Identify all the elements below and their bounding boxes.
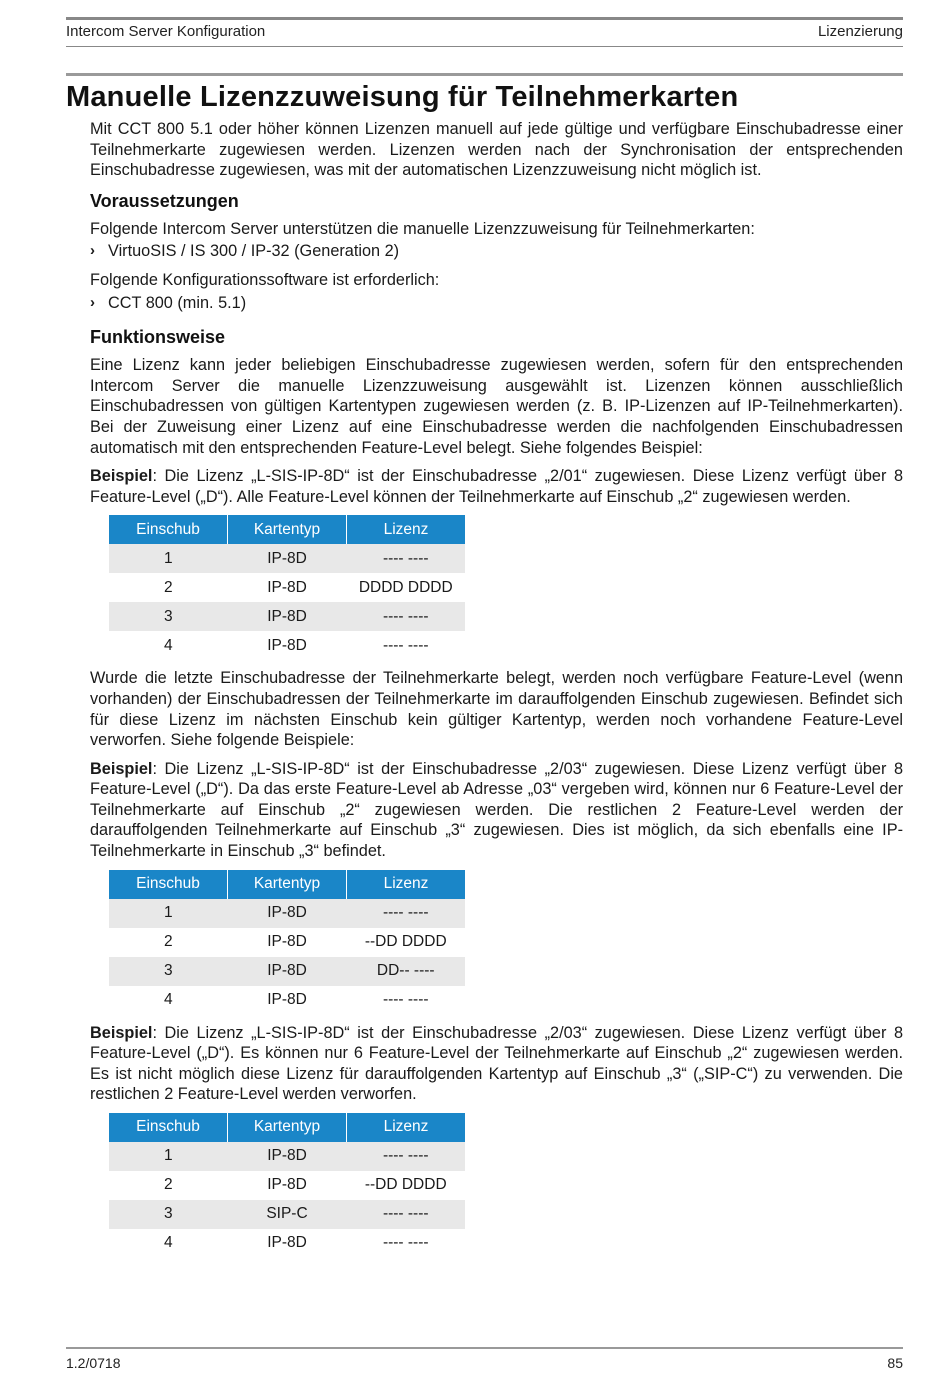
software-item-label: CCT 800 (min. 5.1) (108, 293, 247, 312)
cell-license: --DD DDDD (364, 932, 447, 950)
cell-license: ---- ---- (347, 602, 466, 631)
table-header-row (109, 1113, 465, 1142)
cell-type: IP-8D (228, 1142, 347, 1171)
col-kartentyp: Kartentyp (228, 870, 347, 899)
requirements-heading: Voraussetzungen (90, 190, 239, 211)
servers-list-item (90, 241, 903, 262)
cell-type: IP-8D (267, 1176, 307, 1194)
example-3 (90, 1023, 903, 1105)
cell-license: ---- ---- (382, 990, 429, 1008)
servers-item-label: VirtuoSIS / IS 300 / IP-32 (Generation 2) (108, 242, 400, 261)
cell-type: IP-8D (228, 544, 347, 573)
cell-license: ---- ---- (347, 899, 466, 928)
table-row (109, 1171, 465, 1200)
cell-type: IP-8D (267, 636, 307, 654)
cell-type: IP-8D (267, 932, 307, 950)
software-text: Folgende Konfigurationssoftware ist erforderlich: (90, 270, 440, 289)
cell-slot: 3 (109, 957, 228, 986)
cell-license: ---- ---- (382, 636, 429, 654)
page-header (66, 22, 903, 47)
col-einschub: Einschub (109, 515, 228, 544)
example-label: Beispiel (90, 467, 153, 486)
cell-slot: 1 (109, 544, 228, 573)
cell-license: ---- ---- (347, 544, 466, 573)
example-3-text: : Die Lizenz „L-SIS-IP-8D“ ist der Einschubadresse „2/03“ zugewiesen. Diese Lizenz verfügt über 8 Feature-Level („D“). Es können nur 6 Feature-Level der Teilnehmerkarte auf Einschub „2“ zugewiesen werden. Es ist nicht möglich diese Lizenz für darauffolgenden Kartentyp auf Einschub „3“ („SIP-C“) zu verwenden. Die restlichen 2 Feature-Level werden verworfen. (90, 1023, 903, 1104)
cell-slot: 4 (163, 990, 173, 1008)
cell-license: ---- ---- (347, 1142, 466, 1171)
example-label: Beispiel (90, 759, 153, 778)
col-kartentyp: Kartentyp (228, 515, 347, 544)
col-einschub: Einschub (109, 870, 228, 899)
table-row (109, 544, 465, 573)
table-row (109, 1200, 465, 1229)
table-row (109, 631, 465, 660)
example-label: Beispiel (90, 1023, 153, 1042)
cell-type: IP-8D (267, 578, 307, 596)
col-lizenz: Lizenz (347, 1113, 466, 1142)
header-doc-title: Intercom Server Konfiguration (66, 23, 266, 40)
chevron-right-icon: › (90, 242, 95, 260)
cell-slot: 2 (163, 578, 173, 596)
license-table-3 (109, 1113, 465, 1258)
title-rule (66, 73, 903, 76)
col-einschub: Einschub (109, 1113, 228, 1142)
software-list-item (90, 293, 903, 314)
table-header-row (109, 515, 465, 544)
cell-license: DD-- ---- (347, 957, 466, 986)
cell-license: DDDD DDDD (358, 578, 453, 596)
cell-type: IP-8D (267, 990, 307, 1008)
page-footer (66, 1347, 903, 1373)
cell-slot: 4 (163, 636, 173, 654)
cell-slot: 4 (163, 1234, 173, 1252)
cell-license: ---- ---- (347, 1200, 466, 1229)
license-table-1 (109, 515, 465, 660)
cell-license: --DD DDDD (364, 1176, 447, 1194)
col-kartentyp: Kartentyp (228, 1113, 347, 1142)
main-content (90, 119, 903, 1266)
cell-type: IP-8D (228, 899, 347, 928)
cell-type: IP-8D (267, 1234, 307, 1252)
example-1 (90, 466, 903, 507)
table-row (109, 1229, 465, 1258)
servers-text: Folgende Intercom Server unterstützen die manuelle Lizenzzuweisung für Teilnehmerkarten: (90, 219, 755, 238)
col-lizenz: Lizenz (347, 515, 466, 544)
header-section: Lizenzierung (817, 23, 903, 40)
cell-type: IP-8D (228, 602, 347, 631)
function-heading: Funktionsweise (90, 327, 226, 348)
cell-type: IP-8D (228, 957, 347, 986)
between-paragraph: Wurde die letzte Einschubadresse der Teilnehmerkarte belegt, werden noch verfügbare Feature-Level (wenn vorhanden) der Einschubadressen der Teilnehmerkarte im darauffolgenden Einschub zugewiesen. Befindet sich für diese Lizenz im nächsten Einschub kein gültiger Kartentyp, werden noch vorhandene Feature-Level verworfen. Siehe folgende Beispiele: (90, 669, 903, 750)
cell-slot: 2 (163, 932, 173, 950)
license-table-2 (109, 870, 465, 1015)
example-2-text: : Die Lizenz „L-SIS-IP-8D“ ist der Einschubadresse „2/03“ zugewiesen. Diese Lizenz verfügt über 8 Feature-Level („D“). Da das erste Feature-Level ab Adresse „03“ vergeben wird, können nur 6 Feature-Level der Teilnehmerkarte auf Einschub „2“ zugewiesen werden. Die restlichen 2 Feature-Level werden der darauffolgenden Teilnehmerkarte auf Einschub „3“ zugewiesen. Dies ist möglich, da sich ebenfalls eine IP-Teilnehmerkarte in Einschub „3“ befindet. (90, 759, 903, 861)
table-row (109, 928, 465, 957)
page-title: Manuelle Lizenzzuweisung für Teilnehmerkarten (66, 81, 739, 113)
cell-license: ---- ---- (382, 1234, 429, 1252)
example-2 (90, 759, 903, 862)
cell-type: SIP-C (228, 1200, 347, 1229)
intro-paragraph: Mit CCT 800 5.1 oder höher können Lizenzen manuell auf jede gültige und verfügbare Einschubadresse einer Teilnehmerkarte zugewiesen werden. Lizenzen werden nach der Synchronisation der entsprechenden Einschubadresse zugewiesen, was mit der automatischen Lizenzzuweisung nicht möglich ist. (90, 120, 903, 180)
col-lizenz: Lizenz (347, 870, 466, 899)
table-row (109, 957, 465, 986)
cell-slot: 3 (109, 602, 228, 631)
table-row (109, 573, 465, 602)
table-header-row (109, 870, 465, 899)
example-1-text: : Die Lizenz „L-SIS-IP-8D“ ist der Einschubadresse „2/01“ zugewiesen. Diese Lizenz verfügt über 8 Feature-Level („D“). Alle Feature-Level können der Teilnehmerkarte auf Einschub „2“ zugewiesen werden. (90, 467, 903, 506)
cell-slot: 3 (109, 1200, 228, 1229)
table-row (109, 1142, 465, 1171)
table-row (109, 602, 465, 631)
function-paragraph: Eine Lizenz kann jeder beliebigen Einschubadresse zugewiesen werden, sofern für den entsprechenden Intercom Server die manuelle Lizenzzuweisung ausgewählt ist. Lizenzen können ausschließlich Einschubadressen von gültigen Kartentypen zugewiesen werden (z. B. IP-Lizenzen auf IP-Teilnehmerkarten). Bei der Zuweisung einer Lizenz auf eine Einschubadresse werden die nachfolgenden Einschubadressen automatisch mit den entsprechenden Feature-Level belegt. Siehe folgendes Beispiel: (90, 356, 903, 457)
table-row (109, 899, 465, 928)
cell-slot: 1 (109, 1142, 228, 1171)
chevron-right-icon: › (90, 293, 95, 311)
cell-slot: 1 (109, 899, 228, 928)
footer-version: 1.2/0718 (66, 1355, 121, 1371)
page-number: 85 (887, 1355, 903, 1371)
table-row (109, 986, 465, 1015)
cell-slot: 2 (163, 1176, 173, 1194)
